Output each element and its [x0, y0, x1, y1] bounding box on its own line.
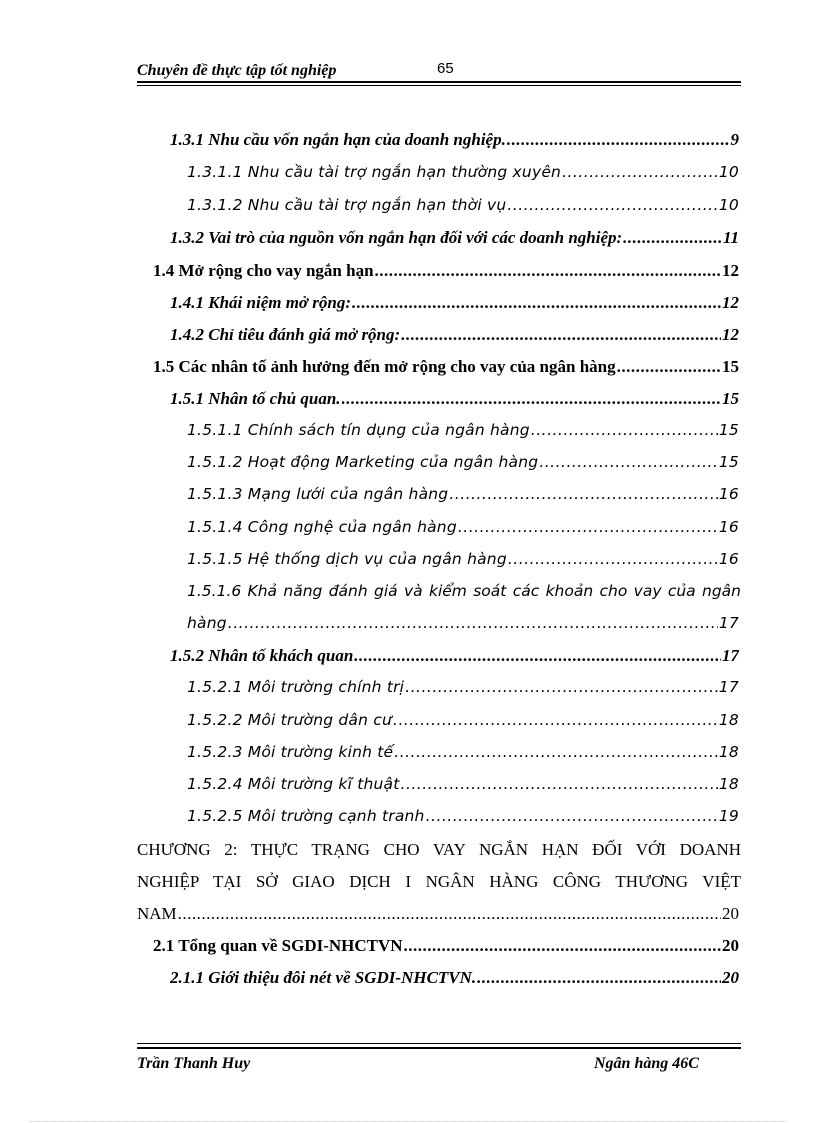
toc-entry[interactable] — [187, 614, 739, 644]
page-header — [137, 58, 741, 88]
toc-leader-dots — [394, 743, 718, 761]
footer-rule-thick — [137, 1047, 741, 1049]
toc-entry-page: 15 — [722, 389, 739, 408]
toc-entry-page: 9 — [730, 130, 739, 149]
toc-entry[interactable] — [153, 261, 739, 291]
toc-leader-dots — [449, 485, 718, 503]
toc-entry-page: 19 — [718, 807, 739, 825]
toc-entry[interactable] — [170, 646, 739, 676]
toc-entry-page: 12 — [722, 293, 739, 312]
toc-entry[interactable] — [170, 293, 739, 323]
toc-leader-dots — [617, 357, 721, 377]
toc-leader-dots — [405, 678, 718, 696]
toc-leader-dots — [342, 389, 721, 409]
toc-entry-page: 18 — [718, 711, 739, 729]
toc-entry-page: 17 — [718, 678, 739, 696]
footer-class: Ngân hàng 46C — [594, 1055, 699, 1072]
toc-entry-page: 15 — [718, 421, 739, 439]
toc-entry[interactable] — [170, 325, 739, 355]
toc-entry-text: 1.5.2.5 Môi trường cạnh tranh — [187, 807, 425, 825]
toc-leader-dots — [507, 130, 730, 150]
footer-author: Trần Thanh Huy — [137, 1055, 251, 1072]
toc-entry-text: NAM — [137, 904, 177, 923]
toc-entry-page: 16 — [718, 485, 739, 503]
toc-entry[interactable] — [187, 421, 739, 451]
toc-entry[interactable] — [153, 357, 739, 387]
toc-entry-text: hàng — [187, 614, 227, 632]
toc-entry-text: 1.5.2 Nhân tố khách quan — [170, 646, 354, 665]
toc-leader-dots — [426, 807, 718, 825]
toc-entry[interactable] — [153, 936, 739, 966]
toc-entry-text: 1.3.1 Nhu cầu vốn ngắn hạn của doanh nghiệp. — [170, 130, 506, 149]
toc-entry-text: 1.5.1 Nhân tố chủ quan. — [170, 389, 341, 408]
toc-leader-dots — [623, 228, 722, 248]
toc-entry[interactable] — [170, 968, 739, 998]
header-rule-thin — [137, 85, 741, 86]
toc-entry-text: 2.1.1 Giới thiệu đôi nét về SGDI-NHCTVN. — [170, 968, 477, 987]
toc-entry[interactable] — [187, 163, 739, 193]
toc-leader-dots — [393, 711, 718, 729]
toc-leader-dots — [531, 421, 718, 439]
header-rule-thick — [137, 81, 741, 83]
toc-entry-page: 15 — [718, 453, 739, 471]
toc-entry-page: 12 — [722, 261, 739, 280]
toc-entry[interactable] — [170, 228, 739, 258]
toc-entry-page: 11 — [722, 228, 739, 247]
toc-leader-dots — [404, 936, 721, 956]
header-page-number: 65 — [437, 60, 454, 77]
toc-entry[interactable] — [187, 196, 739, 226]
toc-entry-text: 1.5.2.1 Môi trường chính trị — [187, 678, 405, 696]
toc-entry-text: 1.5.2.2 Môi trường dân cư — [187, 711, 393, 729]
toc-entry-text: 1.4 Mở rộng cho vay ngắn hạn — [153, 261, 374, 280]
toc-leader-dots — [539, 453, 718, 471]
toc-leader-dots — [228, 614, 718, 632]
toc-leader-dots — [401, 325, 721, 345]
toc-entry-page: 17 — [722, 646, 739, 665]
toc-entry[interactable] — [187, 453, 739, 483]
toc-entry[interactable] — [137, 904, 739, 934]
toc-entry-page: 12 — [722, 325, 739, 344]
toc-leader-dots — [352, 293, 721, 313]
toc-entry-page: 15 — [722, 357, 739, 376]
toc-leader-dots — [562, 163, 718, 181]
toc-chapter-line[interactable]: CHƯƠNG 2: THỰC TRẠNG CHO VAY NGẮN HẠN ĐỐI VỚI DOANH — [137, 840, 741, 859]
footer-rule-thin — [137, 1043, 741, 1044]
toc-entry-text: 1.5.2.3 Môi trường kinh tế — [187, 743, 394, 761]
toc-entry-page: 10 — [718, 196, 739, 214]
toc-entry[interactable] — [170, 130, 739, 160]
toc-entry-page: 20 — [722, 968, 739, 987]
toc-entry[interactable] — [187, 678, 739, 708]
toc-entry-text: 1.5.1.2 Hoạt động Marketing của ngân hàng — [187, 453, 539, 471]
header-title: Chuyên đề thực tập tốt nghiệp — [137, 62, 337, 79]
toc-entry-page: 18 — [718, 775, 739, 793]
toc-entry-page: 17 — [718, 614, 739, 632]
toc-entry[interactable] — [187, 775, 739, 805]
toc-entry-text: 1.5.1.5 Hệ thống dịch vụ của ngân hàng — [187, 550, 507, 568]
toc-entry[interactable] — [187, 485, 739, 515]
toc-entry-text: 1.5.1.3 Mạng lưới của ngân hàng — [187, 485, 449, 503]
toc-leader-dots — [178, 904, 721, 924]
toc-entry-page: 20 — [722, 936, 739, 955]
toc-leader-dots — [375, 261, 721, 281]
toc-entry[interactable] — [187, 807, 739, 837]
toc-entry-text: 1.3.1.1 Nhu cầu tài trợ ngắn hạn thường xuyên — [187, 163, 562, 181]
toc-entry-page: 18 — [718, 743, 739, 761]
toc-entry[interactable] — [187, 743, 739, 773]
toc-leader-dots — [507, 196, 718, 214]
toc-entry-text: 1.3.1.2 Nhu cầu tài trợ ngắn hạn thời vụ — [187, 196, 507, 214]
toc-chapter-line[interactable]: NGHIỆP TẠI SỞ GIAO DỊCH I NGÂN HÀNG CÔNG THƯƠNG VIỆT — [137, 872, 741, 891]
toc-entry[interactable] — [187, 518, 739, 548]
toc-entry[interactable] — [170, 389, 739, 419]
toc-entry-text: 1.4.1 Khái niệm mở rộng: — [170, 293, 352, 312]
toc-entry-wrapped-line[interactable]: 1.5.1.6 Khả năng đánh giá và kiểm soát các khoản cho vay của ngân — [187, 582, 741, 600]
page-edge-divider — [30, 1121, 786, 1122]
toc-entry-text: 1.5.1.1 Chính sách tín dụng của ngân hàng — [187, 421, 530, 439]
toc-entry[interactable] — [187, 711, 739, 741]
toc-leader-dots — [401, 775, 718, 793]
toc-entry-page: 20 — [722, 904, 739, 923]
toc-entry-page: 10 — [718, 163, 739, 181]
toc-leader-dots — [477, 968, 721, 988]
toc-entry-text: 1.5.1.4 Công nghệ của ngân hàng — [187, 518, 457, 536]
toc-entry-text: 1.4.2 Chỉ tiêu đánh giá mở rộng: — [170, 325, 401, 344]
toc-entry-page: 16 — [718, 550, 739, 568]
toc-leader-dots — [458, 518, 718, 536]
toc-entry-page: 16 — [718, 518, 739, 536]
toc-entry-text: 2.1 Tổng quan về SGDI-NHCTVN — [153, 936, 403, 955]
toc-entry[interactable] — [187, 550, 739, 580]
toc-leader-dots — [354, 646, 721, 666]
toc-entry-text: 1.5 Các nhân tố ảnh hưởng đến mở rộng cho vay của ngân hàng — [153, 357, 616, 376]
toc-leader-dots — [508, 550, 718, 568]
toc-entry-text: 1.5.2.4 Môi trường kĩ thuật — [187, 775, 400, 793]
toc-entry-text: 1.3.2 Vai trò của nguồn vốn ngắn hạn đối với các doanh nghiệp: — [170, 228, 623, 247]
